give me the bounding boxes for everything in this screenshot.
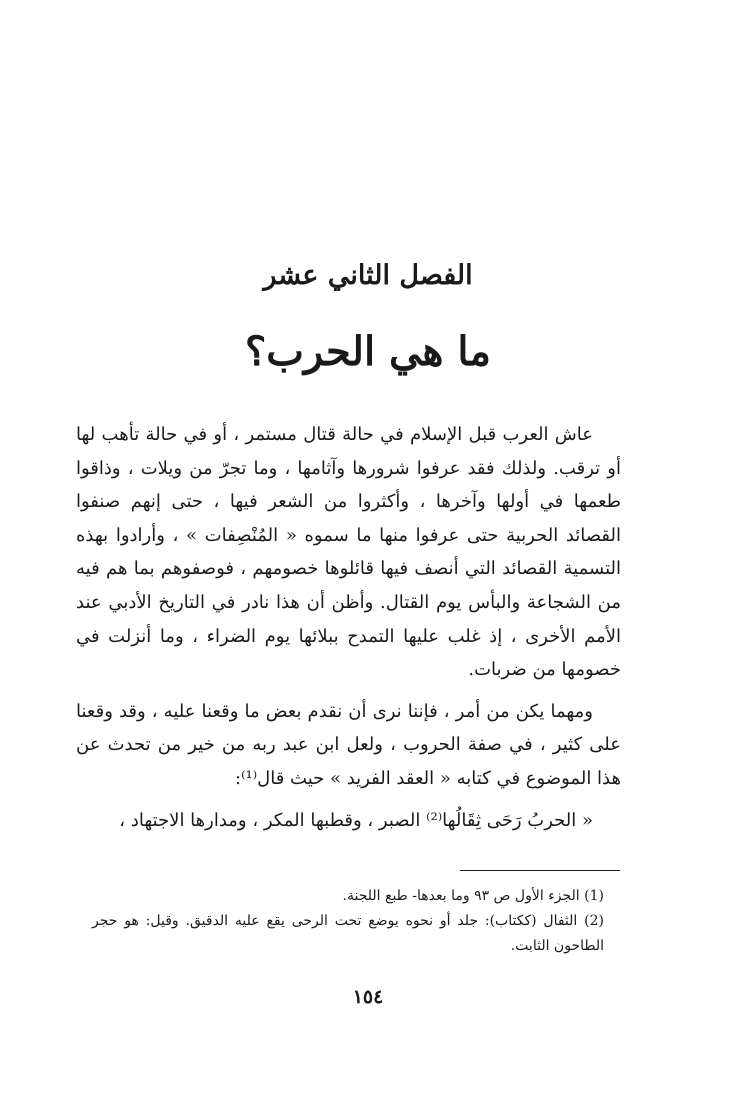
body-text — [76, 418, 621, 837]
page-number: ١٥٤ — [352, 986, 384, 1008]
quotation-paragraph: « الحربُ رَحَى ثِقَالُها⁽²⁾ الصبر ، وقطبها المكر ، ومدارها الاجتهاد ، — [119, 809, 593, 831]
footnote-separator — [460, 870, 620, 871]
footnotes — [92, 884, 616, 959]
paragraph: عاش العرب قبل الإسلام في حالة قتال مستمر ، أو في حالة تأهب لها أو ترقب. ولذلك فقد عرفوا شرورها وآثامها ، وما تجرّ من ويلات ، وذاقوا طعمها في أولها وآخرها ، وأكثروا من الشعر فيها ، حتى إنهم صنفوا القصائد الحربية حتى عرفوا منها ما سموه « المُنْصِفات » ، وأرادوا بهذه التسمية القصائد التي أنصف فيها قائلوها خصومهم ، فوصفوهم بما هم فيه من الشجاعة والبأس يوم القتال. وأظن أن هذا نادر في التاريخ الأدبي عند الأمم الأخرى ، إذ غلب عليها التمدح ببلائها يوم الضراء ، وما أنزلت في خصومها من ضربات. — [76, 424, 622, 681]
paragraph: ومهما يكن من أمر ، فإننا نرى أن نقدم بعض ما وقعنا عليه ، وقد وقعنا على كثير ، في صفة الحروب ، ولعل ابن عبد ربه من خير من تحدث عن هذا الموضوع في كتابه « العقد الفريد » حيث قال⁽¹⁾: — [76, 700, 621, 789]
footnote: (1) الجزء الأول ص ٩٣ وما بعدها- طبع اللجنة. — [342, 888, 604, 904]
chapter-label: الفصل الثاني عشر — [263, 260, 473, 291]
chapter-title: ما هي الحرب؟ — [245, 328, 491, 375]
footnote: (2) الثفال (ككتاب): جلد أو نحوه يوضع تحت الرحى يقع عليه الدقيق. وقيل: هو حجر الطاحون الثابت. — [92, 913, 604, 954]
